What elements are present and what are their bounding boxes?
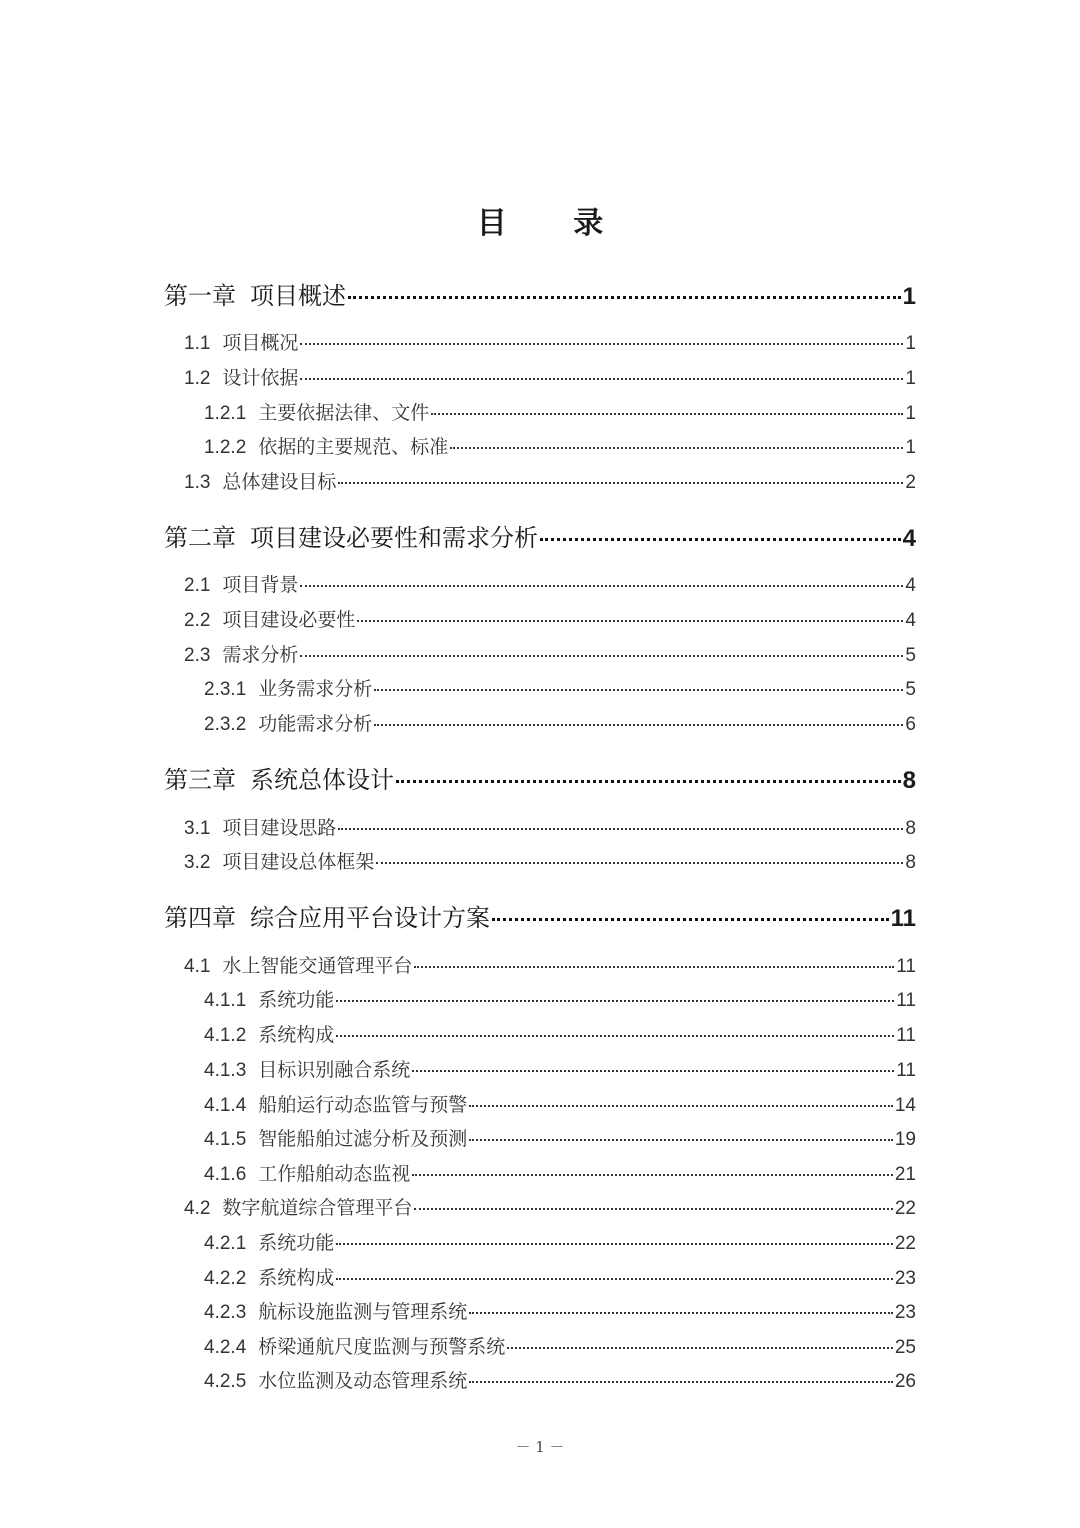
toc-entry-number: 第四章 — [164, 904, 236, 932]
page-number-footer: － 1 － — [515, 1438, 565, 1456]
toc-dot-leader — [414, 1208, 892, 1210]
toc-dot-leader — [540, 538, 901, 541]
toc-entry-number: 2.3 — [184, 645, 211, 666]
toc-entry-label — [184, 951, 412, 978]
toc-entry-page: 11 — [896, 956, 916, 977]
toc-entry-title: 系统功能 — [258, 1232, 335, 1254]
toc-entry-title: 智能船舶过滤分析及预测 — [258, 1128, 468, 1150]
page-title: 目 录 — [476, 206, 632, 241]
toc-dot-leader — [300, 378, 903, 380]
toc-entry[interactable] — [164, 276, 916, 310]
toc-entry-label — [184, 847, 374, 874]
toc-entry-label — [204, 432, 448, 459]
toc-entry-number: 4.1.1 — [204, 990, 247, 1011]
toc-entry[interactable] — [204, 1020, 916, 1048]
toc-entry-page: 19 — [894, 1129, 916, 1150]
toc-dot-leader — [374, 689, 903, 691]
toc-entry-title: 数字航道综合管理平台 — [222, 1197, 413, 1219]
toc-entry-label — [184, 363, 298, 390]
toc-entry-page: 1 — [905, 437, 916, 458]
toc-entry-title: 水上智能交通管理平台 — [222, 955, 413, 977]
toc-entry-label — [204, 1332, 505, 1359]
toc-entry[interactable] — [204, 1297, 916, 1325]
toc-entry-label — [204, 1124, 467, 1151]
toc-dot-leader — [336, 1278, 893, 1280]
toc-entry[interactable] — [204, 1090, 916, 1118]
toc-dot-leader — [412, 1070, 894, 1072]
toc-entry[interactable] — [204, 398, 916, 426]
toc-entry-label — [184, 467, 336, 494]
toc-entry[interactable] — [204, 674, 916, 702]
toc-entry-page: 8 — [902, 767, 916, 794]
toc-dot-leader — [357, 620, 903, 622]
toc-dot-leader — [469, 1139, 893, 1141]
toc-entry[interactable] — [184, 813, 916, 841]
toc-entry-page: 1 — [905, 403, 916, 424]
toc-entry-label — [164, 276, 346, 311]
toc-dot-leader — [300, 343, 903, 345]
toc-entry-page: 4 — [905, 610, 916, 631]
toc-dot-leader — [300, 585, 903, 587]
toc-dot-leader — [431, 413, 903, 415]
toc-entry-number: 1.1 — [184, 333, 211, 354]
toc-entry-number: 4.1.4 — [204, 1095, 247, 1116]
toc-dot-leader — [336, 1000, 894, 1002]
toc-dot-leader — [507, 1347, 893, 1349]
toc-dot-leader — [336, 1243, 893, 1245]
toc-entry-label — [184, 328, 298, 355]
toc-dot-leader — [469, 1105, 893, 1107]
toc-entry-page: 5 — [905, 679, 916, 700]
toc-entry-page: 11 — [896, 1060, 916, 1081]
toc-dot-leader — [412, 1174, 893, 1176]
toc-entry-title: 项目建设必要性和需求分析 — [250, 524, 538, 552]
toc-entry-title: 项目概况 — [222, 332, 299, 354]
toc-entry-page: 26 — [894, 1371, 916, 1392]
toc-entry-page: 11 — [890, 905, 916, 932]
toc-entry-title: 船舶运行动态监管与预警 — [258, 1094, 468, 1116]
toc-entry-number: 4.1.5 — [204, 1129, 247, 1150]
toc-dot-leader — [414, 966, 894, 968]
toc-entry-number: 4.2.4 — [204, 1337, 247, 1358]
toc-dot-leader — [396, 780, 901, 783]
toc-entry-number: 4.1.2 — [204, 1025, 247, 1046]
toc-entry[interactable] — [204, 1055, 916, 1083]
toc-entry[interactable] — [184, 328, 916, 356]
toc-entry-page: 5 — [905, 645, 916, 666]
toc-entry-label — [204, 1055, 410, 1082]
toc-entry-label — [204, 398, 429, 425]
toc-entry-number: 1.3 — [184, 472, 211, 493]
toc-entry[interactable] — [184, 847, 916, 875]
toc-entry-number: 2.3.1 — [204, 679, 247, 700]
toc-entry-page: 21 — [894, 1164, 916, 1185]
toc-entry-label — [184, 605, 355, 632]
toc-entry-label — [204, 1159, 410, 1186]
toc-entry[interactable] — [204, 1332, 916, 1360]
toc-entry-page: 1 — [905, 333, 916, 354]
toc-entry-page: 2 — [905, 472, 916, 493]
toc-entry-page: 6 — [905, 714, 916, 735]
toc-entry-title: 设计依据 — [222, 367, 299, 389]
toc-dot-leader — [338, 828, 903, 830]
toc-dot-leader — [336, 1035, 894, 1037]
toc-entry[interactable] — [184, 640, 916, 668]
toc-entry-title: 需求分析 — [222, 644, 299, 666]
toc-entry-page: 22 — [894, 1233, 916, 1254]
toc-entry-page: 4 — [902, 525, 916, 552]
toc-entry[interactable] — [164, 898, 916, 932]
toc-dot-leader — [469, 1312, 893, 1314]
toc-entry-page: 25 — [894, 1337, 916, 1358]
toc-entry-title: 业务需求分析 — [258, 678, 373, 700]
toc-entry-label — [204, 1090, 467, 1117]
toc-entry-number: 第三章 — [164, 766, 236, 794]
toc-entry-title: 系统构成 — [258, 1267, 335, 1289]
toc-entry-number: 3.2 — [184, 852, 211, 873]
toc-entry-title: 项目建设思路 — [222, 817, 337, 839]
toc-entry-number: 4.2 — [184, 1198, 211, 1219]
toc-entry-title: 依据的主要规范、标准 — [258, 436, 449, 458]
toc-entry-number: 1.2.1 — [204, 403, 247, 424]
toc-entry[interactable] — [184, 363, 916, 391]
toc-entry-number: 2.1 — [184, 575, 211, 596]
toc-entry-label — [204, 1228, 334, 1255]
toc-entry-title: 系统构成 — [258, 1024, 335, 1046]
toc-entry-number: 1.2 — [184, 368, 211, 389]
toc-entry[interactable] — [164, 760, 916, 794]
toc-entry-title: 系统总体设计 — [250, 766, 394, 794]
toc-dot-leader — [492, 918, 889, 921]
toc-dot-leader — [300, 655, 903, 657]
toc-entry-label — [164, 898, 490, 933]
toc-entry-title: 项目建设必要性 — [222, 609, 356, 631]
toc-entry-number: 第一章 — [164, 282, 236, 310]
toc-entry[interactable] — [204, 985, 916, 1013]
toc-entry-title: 总体建设目标 — [222, 471, 337, 493]
toc-entry-number: 4.2.1 — [204, 1233, 247, 1254]
toc-entry-title: 水位监测及动态管理系统 — [258, 1370, 468, 1392]
toc-entry[interactable] — [164, 518, 916, 552]
toc-entry[interactable] — [184, 951, 916, 979]
toc-entry-number: 4.2.3 — [204, 1302, 247, 1323]
toc-dot-leader — [469, 1381, 893, 1383]
toc-entry[interactable] — [204, 1159, 916, 1187]
toc-entry-page: 23 — [894, 1302, 916, 1323]
toc-entry-number: 4.1.6 — [204, 1164, 247, 1185]
toc-entry-page: 23 — [894, 1268, 916, 1289]
toc-entry-title: 项目建设总体框架 — [222, 851, 375, 873]
toc-entry-title: 综合应用平台设计方案 — [250, 904, 490, 932]
toc-entry-label — [204, 1366, 467, 1393]
toc-entry-number: 2.2 — [184, 610, 211, 631]
toc-entry-page: 1 — [905, 368, 916, 389]
toc-entry[interactable] — [184, 570, 916, 598]
toc-entry-number: 第二章 — [164, 524, 236, 552]
toc-entry-page: 1 — [902, 283, 916, 310]
toc-entry-number: 4.1 — [184, 956, 211, 977]
toc-entry-number: 1.2.2 — [204, 437, 247, 458]
toc-entry[interactable] — [204, 1366, 916, 1394]
toc-entry-title: 主要依据法律、文件 — [258, 402, 430, 424]
toc-entry[interactable] — [204, 709, 916, 737]
toc-entry-title: 工作船舶动态监视 — [258, 1163, 411, 1185]
toc-entry-title: 目标识别融合系统 — [258, 1059, 411, 1081]
toc-entry-label — [204, 1020, 334, 1047]
toc-entry-page: 8 — [905, 818, 916, 839]
toc-entry-page: 22 — [894, 1198, 916, 1219]
toc-entry-number: 3.1 — [184, 818, 211, 839]
toc-dot-leader — [450, 447, 903, 449]
toc-entry-label — [204, 985, 334, 1012]
toc-dot-leader — [374, 724, 903, 726]
toc-entry-title: 功能需求分析 — [258, 713, 373, 735]
toc-entry-label — [204, 674, 372, 701]
toc-entry-label — [184, 640, 298, 667]
toc-entry[interactable] — [204, 432, 916, 460]
toc-entry-label — [184, 570, 298, 597]
toc-entry-number: 4.2.5 — [204, 1371, 247, 1392]
toc-entry[interactable] — [204, 1124, 916, 1152]
toc-entry-label — [204, 1263, 334, 1290]
toc-entry[interactable] — [184, 605, 916, 633]
toc-entry-number: 2.3.2 — [204, 714, 247, 735]
toc-entry-label — [164, 760, 394, 795]
toc-entry-title: 航标设施监测与管理系统 — [258, 1301, 468, 1323]
toc-entry-number: 4.2.2 — [204, 1268, 247, 1289]
toc-entry-page: 8 — [905, 852, 916, 873]
toc-entry-label — [164, 518, 538, 553]
toc-entry-page: 11 — [896, 990, 916, 1011]
toc-entry-page: 4 — [905, 575, 916, 596]
toc-entry-number: 4.1.3 — [204, 1060, 247, 1081]
toc-entry-page: 14 — [894, 1095, 916, 1116]
toc-dot-leader — [348, 296, 901, 299]
toc-entry-title: 桥梁通航尺度监测与预警系统 — [258, 1336, 506, 1358]
toc-entry-title: 系统功能 — [258, 989, 335, 1011]
toc-entry-label — [204, 1297, 467, 1324]
toc-entry-title: 项目背景 — [222, 574, 299, 596]
toc-entry[interactable] — [204, 1263, 916, 1291]
toc-entry[interactable] — [184, 467, 916, 495]
toc-entry[interactable] — [184, 1193, 916, 1221]
toc-entry[interactable] — [204, 1228, 916, 1256]
toc-entry-label — [184, 813, 336, 840]
toc-entry-page: 11 — [896, 1025, 916, 1046]
toc-dot-leader — [338, 482, 903, 484]
toc-entry-label — [184, 1193, 412, 1220]
toc-entry-label — [204, 709, 372, 736]
toc-dot-leader — [376, 862, 903, 864]
toc-entry-title: 项目概述 — [250, 282, 346, 310]
